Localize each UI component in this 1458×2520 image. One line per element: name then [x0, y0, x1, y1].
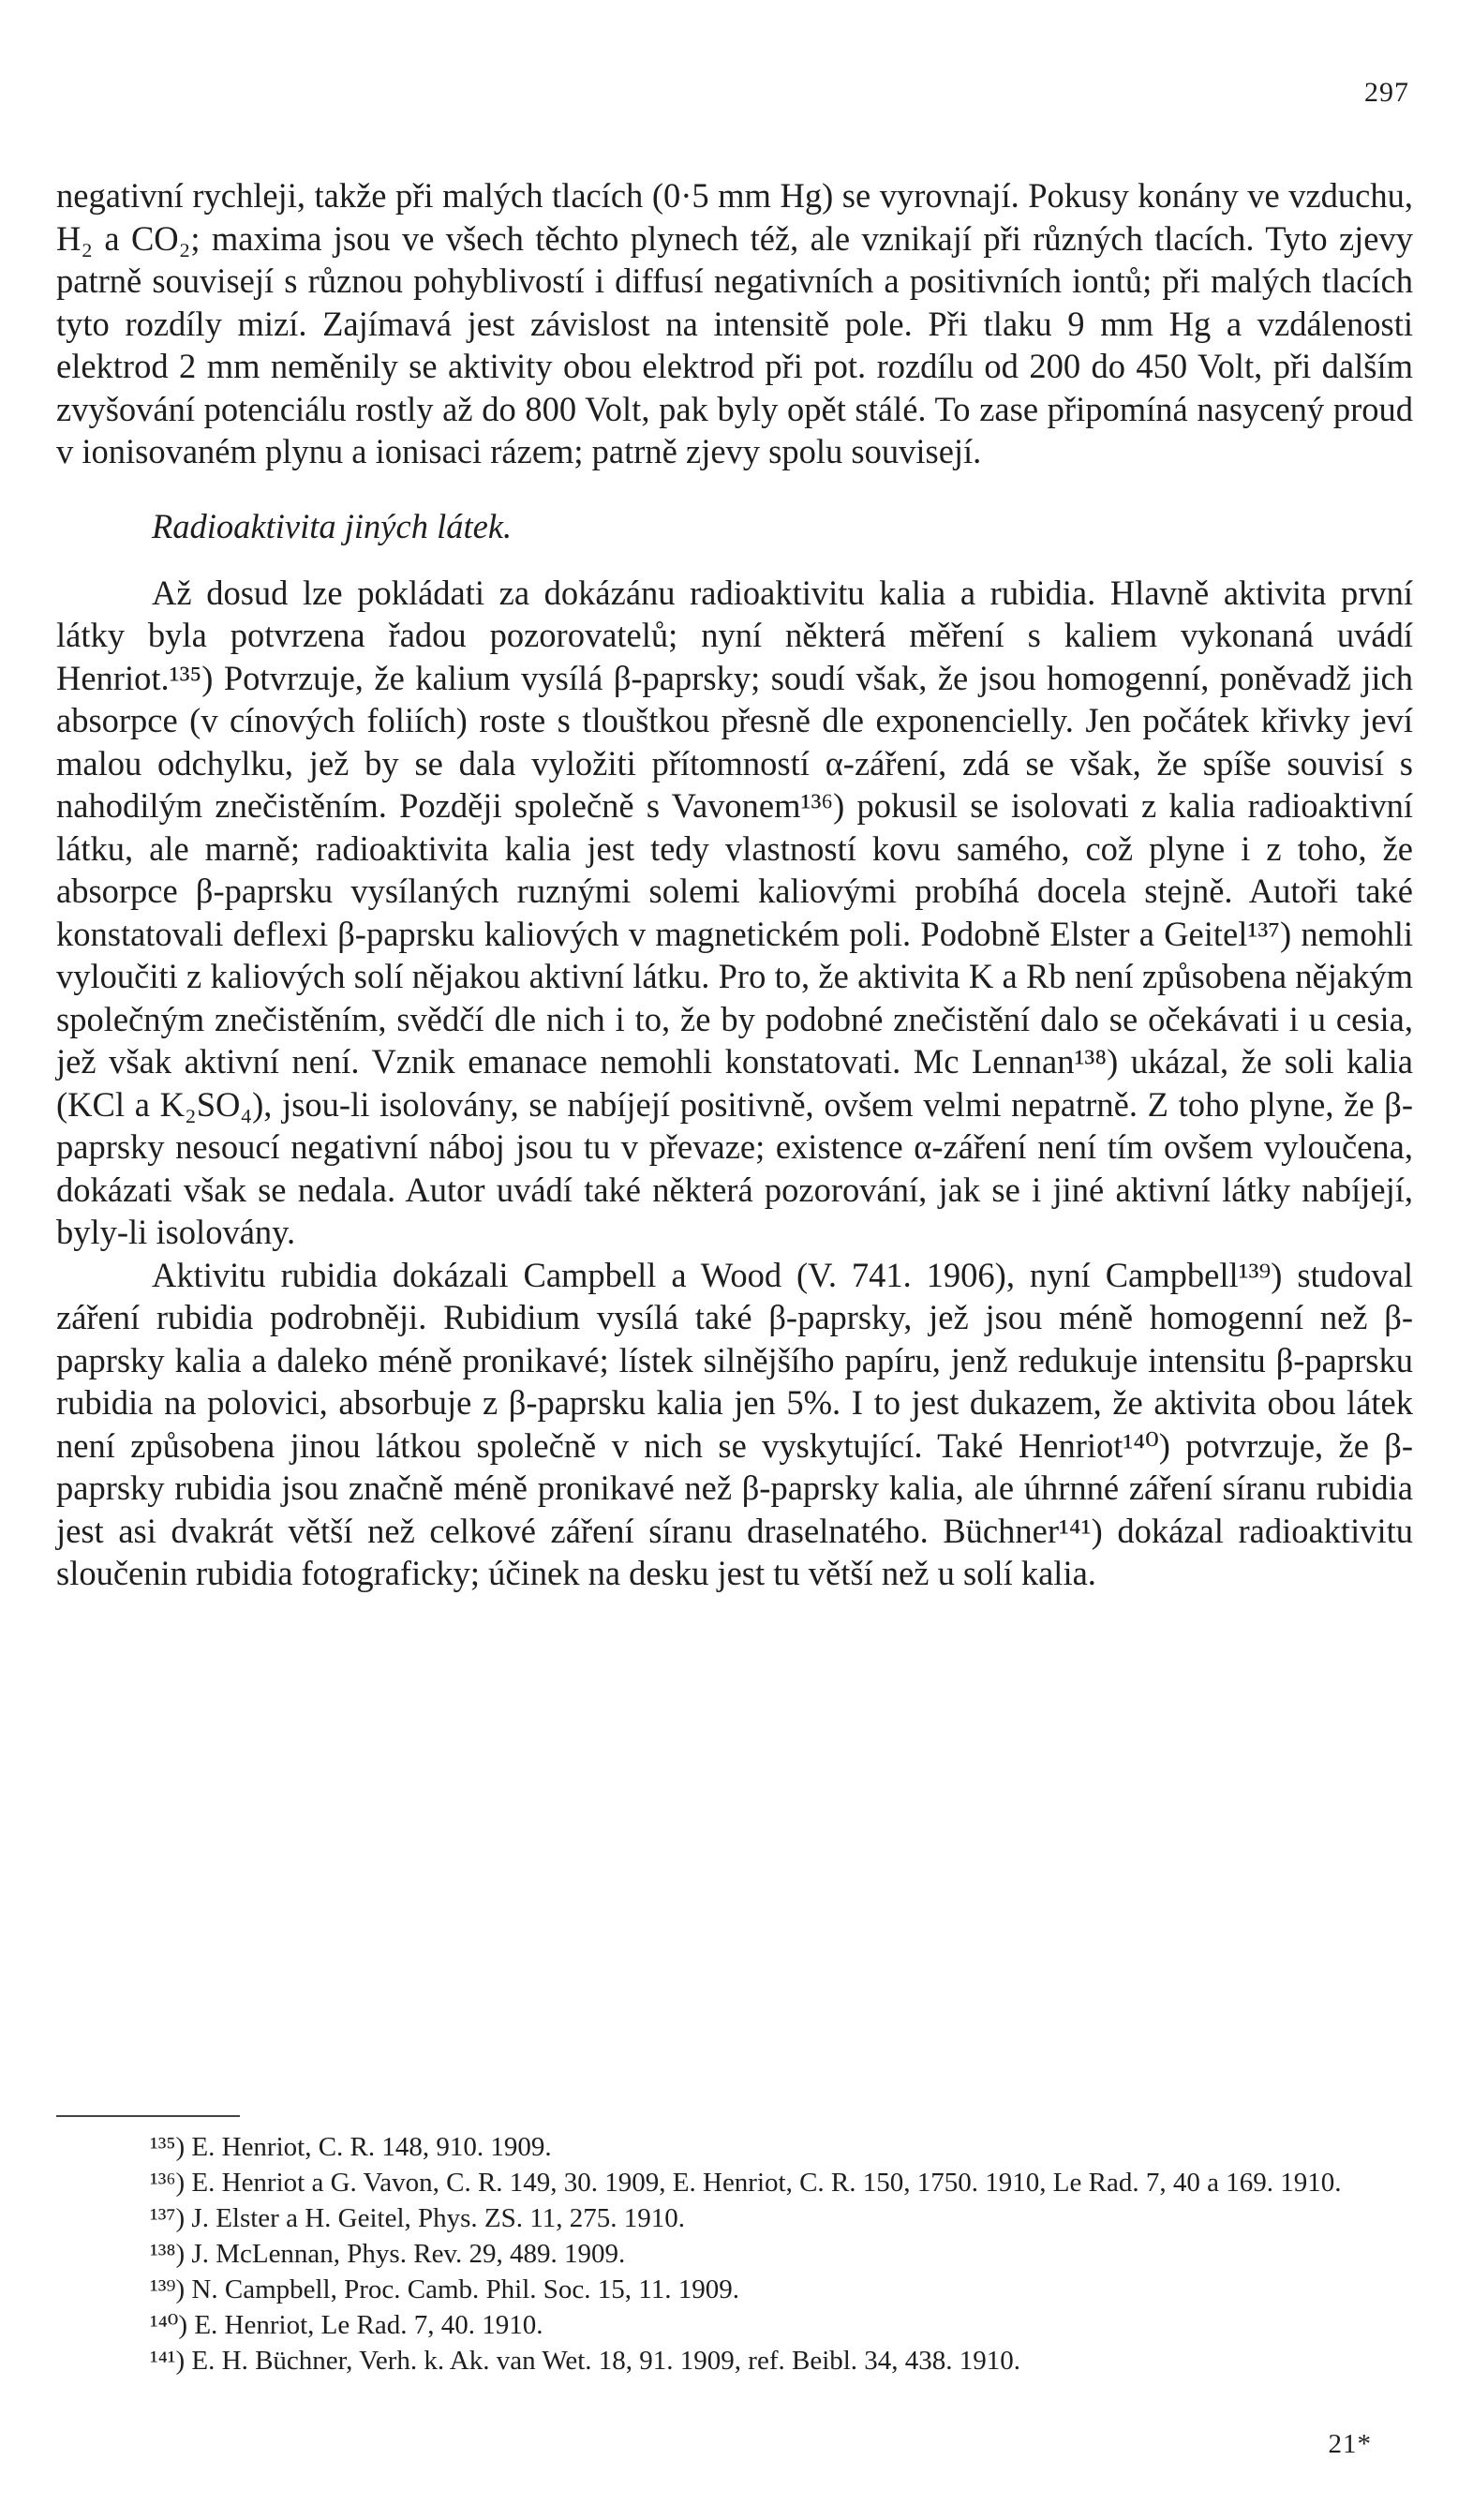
- footnote-135: [56, 2129, 1413, 2165]
- paragraph-radioactivity-kalium: Až dosud lze pokládati za dokázánu radioaktivitu kalia a rubidia. Hlavně aktivita první látky byla potvrzena řadou pozorovatelů; nyní některá měření s kaliem vykonaná uvádí Henriot.¹³⁵) Potvrzuje, že kalium vysílá β-paprsky; soudí však, že jsou homogenní, poněvadž jich absorpce (v cínových foliích) roste s tlouštkou přesně dle exponencielly. Jen počátek křivky jeví malou odchylku, jež by se dala vyložiti přítomností α-záření, zdá se však, že spíše souvisí s nahodilým znečistěním. Později společně s Vavonem¹³⁶) pokusil se isolovati z kalia radioaktivní látku, ale marně; radioaktivita kalia jest tedy vlastností kovu samého, což plyne i z toho, že absorpce β-paprsku vysílaných ruznými solemi kaliovými probíhá docela stejně. Autoři také konstatovali deflexi β-paprsku kaliových v magnetickém poli. Podobně Elster a Geitel¹³⁷) nemohli vyloučiti z kaliových solí nějakou aktivní látku. Pro to, že aktivita K a Rb není způsobena nějakým společným znečistěním, svědčí dle nich i to, že by podobné znečistění dalo se očekávati i u cesia, jež však aktivní není. Vznik emanace nemohli konstatovati. Mc Lennan¹³⁸) ukázal, že soli kalia (KCl a K₂SO₄), jsou-li isolovány, se nabíjejí positivně, ovšem velmi nepatrně. Z toho plyne, že β-paprsky nesoucí negativní náboj jsou tu v převaze; existence α-záření není tím ovšem vyloučena, dokázati však se nedala. Autor uvádí také některá pozorování, jak se i jiné aktivní látky nabíjejí, byly-li isolovány.: [56, 573, 1413, 1251]
- footnote-mark: ¹³⁸): [150, 2239, 186, 2269]
- footnote-136: [56, 2165, 1413, 2200]
- footnotes: [56, 2129, 1413, 2378]
- paragraph-radioactivity-rubidium: Aktivitu rubidia dokázali Campbell a Wood (V. 741. 1906), nyní Campbell¹³⁹) studoval záření rubidia podrobněji. Rubidium vysílá také β-paprsky, jež jsou méně homogenní než β-paprsky kalia a daleko méně pronikavé; lístek silnějšího papíru, jenž redukuje intensitu β-paprsku rubidia na polovici, absorbuje z β-paprsku kalia jen 5%. I to jest dukazem, že aktivita obou látek není způsobena jinou látkou společně v nich se vyskytující. Také Henriot¹⁴⁰) potvrzuje, že β-paprsky rubidia jsou značně méně pronikavé než β-paprsky kalia, ale úhrnné záření síranu rubidia jest asi dvakrát větší než celkové záření síranu draselnatého. Büchner¹⁴¹) dokázal radioaktivitu sloučenin rubidia fotograficky; účinek na desku jest tu větší než u solí kalia.: [56, 1255, 1413, 1592]
- footnote-text: J. McLennan, Phys. Rev. 29, 489. 1909.: [191, 2239, 626, 2269]
- paragraph-continuation: negativní rychleji, takže při malých tlacích (0·5 mm Hg) se vyrovnají. Pokusy konány ve vzduchu, H₂ a CO₂; maxima jsou ve všech těchto plynech též, ale vznikají při různých tlacích. Tyto zjevy patrně souvisejí s různou pohyblivostí i diffusí negativních a positivních iontů; při malých tlacích tyto rozdíly mizí. Zajímavá jest závislost na intensitě pole. Při tlaku 9 mm Hg a vzdálenosti elektrod 2 mm neměnily se aktivity obou elektrod při pot. rozdílu od 200 do 450 Volt, při dalším zvyšování potenciálu rostly až do 800 Volt, pak byly opět stálé. To zase připomíná nasycený proud v ionisovaném plynu a ionisaci rázem; patrně zjevy spolu souvisejí.: [56, 176, 1413, 470]
- body-text: [56, 174, 1413, 1595]
- footnote-text: E. Henriot a G. Vavon, C. R. 149, 30. 1909, E. Henriot, C. R. 150, 1750. 1910, Le Rad. 7, 40 a 169. 1910.: [191, 2168, 1342, 2198]
- footnote-text: N. Campbell, Proc. Camb. Phil. Soc. 15, 11. 1909.: [191, 2274, 739, 2304]
- footnote-140: [56, 2307, 1413, 2343]
- section-heading: Radioaktivita jiných látek.: [152, 506, 513, 545]
- footnote-mark: ¹³⁶): [150, 2168, 186, 2198]
- page-number: 297: [1364, 77, 1409, 108]
- footnote-divider: [56, 2115, 240, 2117]
- footnote-139: [56, 2272, 1413, 2307]
- footnote-text: E. H. Büchner, Verh. k. Ak. van Wet. 18, 91. 1909, ref. Beibl. 34, 438. 1910.: [191, 2346, 1021, 2376]
- printer-signature: 21*: [1328, 2429, 1372, 2459]
- footnote-mark: ¹⁴⁰): [150, 2310, 188, 2340]
- footnote-137: [56, 2200, 1413, 2236]
- footnote-mark: ¹³⁷): [150, 2203, 186, 2233]
- footnote-mark: ¹³⁹): [150, 2274, 186, 2304]
- footnote-mark: ¹⁴¹): [150, 2346, 186, 2376]
- footnote-mark: ¹³⁵): [150, 2132, 186, 2162]
- footnote-text: J. Elster a H. Geitel, Phys. ZS. 11, 275. 1910.: [191, 2203, 685, 2233]
- footnote-text: E. Henriot, Le Rad. 7, 40. 1910.: [194, 2310, 543, 2340]
- footnote-138: [56, 2236, 1413, 2272]
- footnote-141: [56, 2343, 1413, 2378]
- footnote-text: E. Henriot, C. R. 148, 910. 1909.: [191, 2132, 552, 2162]
